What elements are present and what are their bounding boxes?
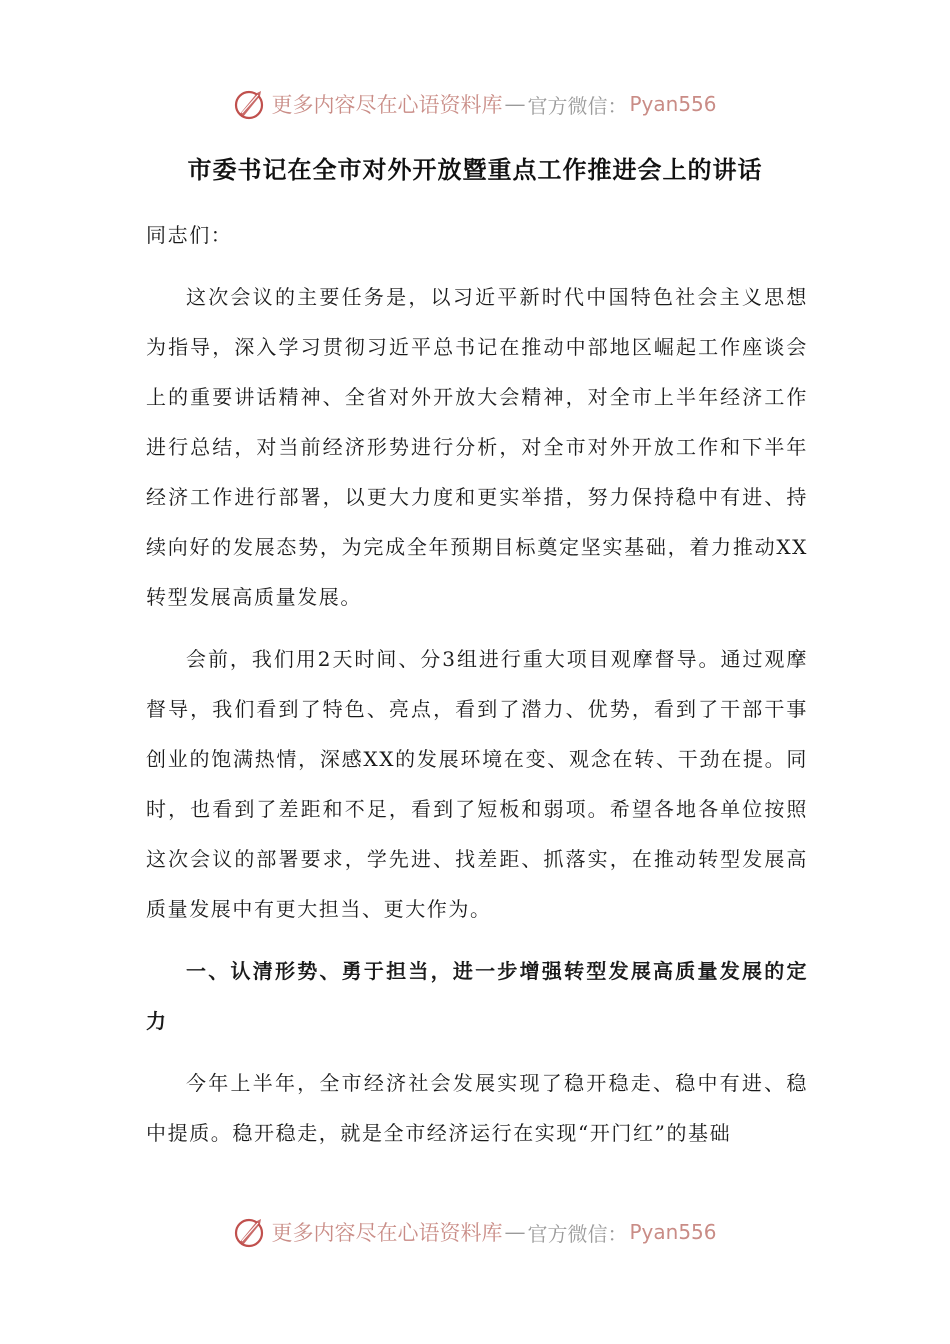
- banner-separator: —: [504, 92, 526, 116]
- quill-logo-icon: [233, 87, 267, 121]
- section-paragraph: 今年上半年，全市经济社会发展实现了稳开稳走、稳中有进、稳中提质。稳开稳走，就是全市经济运行在实现“开门红”的基础: [146, 1071, 808, 1145]
- document-title: 市委书记在全市对外开放暨重点工作推进会上的讲话: [187, 156, 763, 184]
- wechat-label: 官方微信：: [527, 93, 628, 118]
- header-banner: [0, 84, 950, 124]
- quill-logo-icon: [233, 1215, 267, 1249]
- greeting: 同志们：: [146, 223, 233, 247]
- paragraph-1: 这次会议的主要任务是，以习近平新时代中国特色社会主义思想为指导，深入学习贯彻习近平总书记在推动中部地区崛起工作座谈会上的重要讲话精神、全省对外开放大会精神，对全市上半年经济工作进行总结，对当前经济形势进行分析，对全市对外开放工作和下半年经济工作进行部署，以更大力度和更实举措，努力保持稳中有进、持续向好的发展态势，为完成全年预期目标奠定坚实基础，着力推动XX转型发展高质量发展。: [146, 285, 808, 609]
- section-heading: 一、认清形势、勇于担当，进一步增强转型发展高质量发展的定力: [146, 959, 808, 1033]
- wechat-id: Pyan556: [629, 1220, 717, 1244]
- footer-banner: [0, 1212, 950, 1252]
- wechat-label: 官方微信：: [527, 1221, 628, 1246]
- document-body: [146, 210, 808, 1158]
- banner-separator: —: [504, 1220, 526, 1244]
- banner-text: 更多内容尽在心语资料库: [271, 93, 503, 117]
- banner-text: 更多内容尽在心语资料库: [271, 1221, 503, 1245]
- wechat-id: Pyan556: [629, 92, 717, 116]
- paragraph-2: 会前，我们用2天时间、分3组进行重大项目观摩督导。通过观摩督导，我们看到了特色、亮点，看到了潜力、优势，看到了干部干事创业的饱满热情，深感XX的发展环境在变、观念在转、干劲在提。同时，也看到了差距和不足，看到了短板和弱项。希望各地各单位按照这次会议的部署要求，学先进、找差距、抓落实，在推动转型发展高质量发展中有更大担当、更大作为。: [146, 647, 808, 921]
